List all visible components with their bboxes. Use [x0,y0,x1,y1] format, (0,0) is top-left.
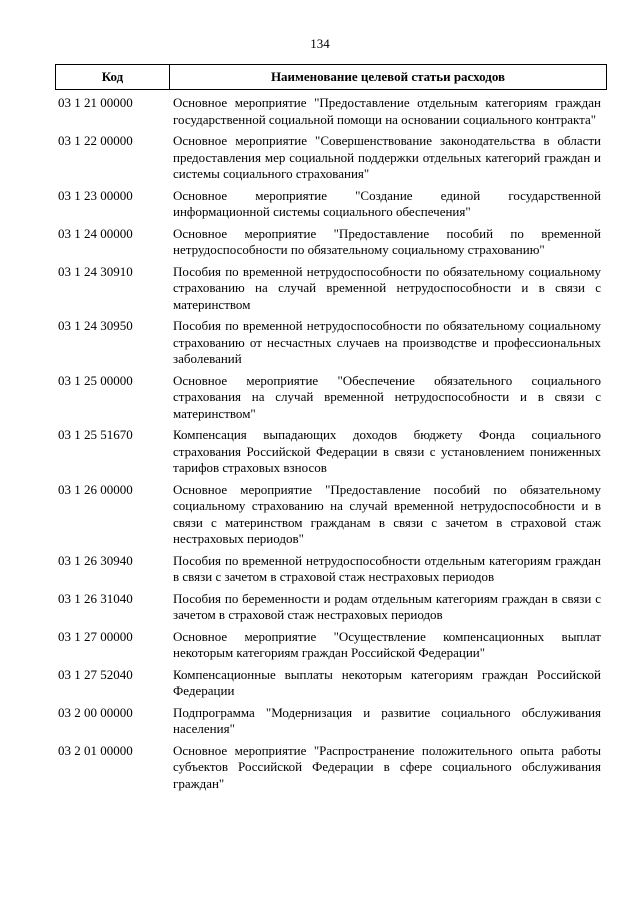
row-code: 03 1 26 30940 [58,552,133,568]
table-row [55,226,607,259]
row-name: Пособия по временной нетрудоспособности по обязательному социальному страхованию на случай временной нетрудоспособности и в связи с материнством [173,263,601,312]
row-code: 03 1 27 00000 [58,628,133,644]
table-row [55,629,607,662]
table-row [55,482,607,548]
row-code: 03 1 25 51670 [58,427,133,442]
row-name: Пособия по временной нетрудоспособности по обязательному социальному страхованию от несчастных случаев на производстве и профессиональных заболеваний [173,318,601,366]
row-code: 03 1 24 30950 [58,318,133,333]
table-row [55,743,607,793]
budget-items-table [55,64,607,797]
row-code: 03 1 25 00000 [58,372,133,388]
row-name: Основное мероприятие "Предоставление отдельным категориям граждан государственной социальной помощи на основании социального контракта" [173,95,601,127]
table-row [55,667,607,700]
header-code: Код [56,65,170,89]
row-name: Подпрограмма "Модернизация и развитие социального обслуживания населения" [173,704,601,736]
table-row [55,188,607,221]
row-code: 03 1 22 00000 [58,133,133,148]
row-name: Основное мероприятие "Предоставление пособий по обязательному социальному страхованию на случай временной нетрудоспособности и в связи с материнством гражданам в связи с зачетом в страховой стаж нестраховых периодов" [173,481,601,546]
row-code: 03 2 00 00000 [58,704,133,720]
table-row [55,373,607,423]
row-code: 03 1 24 00000 [58,225,133,241]
table-body [55,90,607,792]
table-row [55,553,607,586]
table-row [55,318,607,368]
row-name: Основное мероприятие "Предоставление пособий по временной нетрудоспособности по обязательному социальному страхованию" [173,225,601,257]
table-row [55,264,607,314]
table-row [55,95,607,128]
row-name: Основное мероприятие "Обеспечение обязательного социального страхования на случай временной нетрудоспособности и в связи с материнством" [173,372,601,421]
row-code: 03 2 01 00000 [58,742,133,758]
row-code: 03 1 26 00000 [58,481,133,497]
row-name: Основное мероприятие "Осуществление компенсационных выплат некоторым категориям граждан Российской Федерации" [173,628,601,660]
row-name: Пособия по временной нетрудоспособности отдельным категориям граждан в связи с зачетом в страховой стаж нестраховых периодов [173,552,601,584]
row-code: 03 1 27 52040 [58,666,133,682]
row-name: Основное мероприятие "Создание единой государственной информационной системы социального обеспечения" [173,187,601,219]
header-name: Наименование целевой статьи расходов [270,69,506,84]
table-row [55,133,607,183]
table-row [55,705,607,738]
row-name: Основное мероприятие "Распространение положительного опыта работы субъектов Российской Федерации в сфере социального обслуживания граждан" [173,742,601,791]
table-row [55,591,607,624]
row-name: Основное мероприятие "Совершенствование законодательства в области предоставления мер социальной поддержки отдельных категорий граждан и системы социального страхования" [173,133,601,181]
page-number: 134 [310,36,330,51]
row-code: 03 1 24 30910 [58,263,133,279]
table-row [55,427,607,477]
row-code: 03 1 26 31040 [58,590,133,606]
row-name: Пособия по беременности и родам отдельным категориям граждан в связи с зачетом в страховой стаж нестраховых периодов [173,590,601,622]
table-header [55,64,607,90]
row-code: 03 1 23 00000 [58,187,133,203]
row-code: 03 1 21 00000 [58,95,133,110]
row-name: Компенсация выпадающих доходов бюджету Фонда социального страхования Российской Федерации в связи с установлением пониженных тарифов страховых взносов [173,427,601,475]
row-name: Компенсационные выплаты некоторым категориям граждан Российской Федерации [173,666,601,698]
